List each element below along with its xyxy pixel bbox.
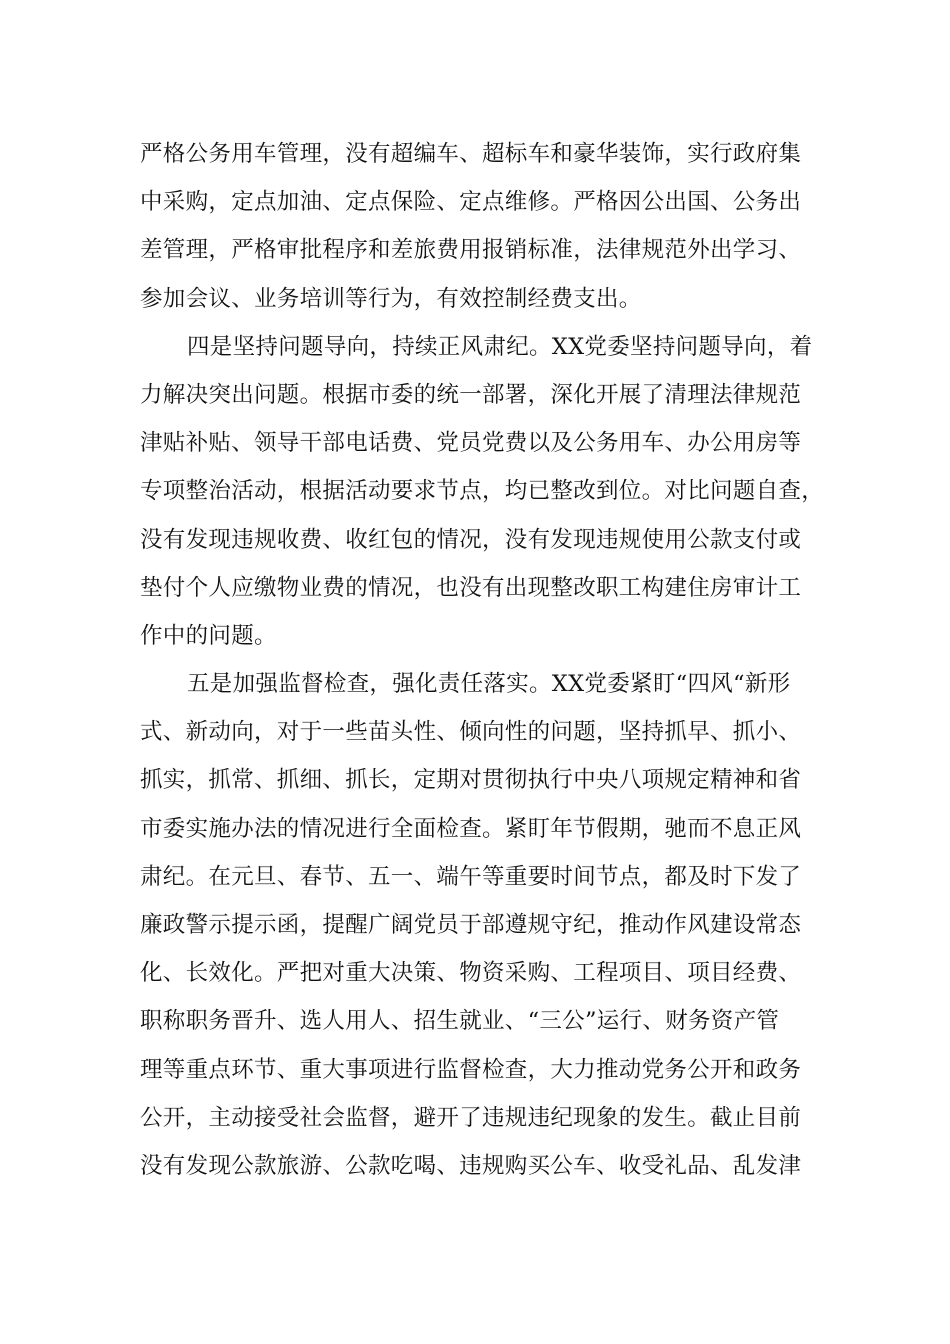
text-line: 中采购，定点加油、定点保险、定点维修。严格因公出国、公务出 bbox=[140, 189, 802, 216]
text-line: 四是坚持问题导向，持续正风肃纪。XX党委坚持问题导向，着 bbox=[187, 333, 813, 360]
text-line: 公开，主动接受社会监督，避开了违规违纪现象的发生。截止目前 bbox=[140, 1104, 802, 1131]
text-line: 没有发现公款旅游、公款吃喝、违规购买公车、收受礼品、乱发津 bbox=[140, 1152, 802, 1179]
text-line: 市委实施办法的情况进行全面检查。紧盯年节假期，驰而不息正风 bbox=[140, 815, 802, 842]
text-line: 职称职务晋升、选人用人、招生就业、“三公”运行、财务资产管 bbox=[140, 1008, 780, 1035]
paragraph-1 bbox=[140, 130, 830, 323]
paragraph-3 bbox=[140, 660, 830, 1190]
text-line: 式、新动向，对于一些苗头性、倾向性的问题，坚持抓早、抓小、 bbox=[140, 719, 802, 746]
paragraph-2 bbox=[140, 323, 830, 660]
text-line: 专项整治活动，根据活动要求节点，均已整改到位。对比问题自查， bbox=[140, 478, 825, 505]
text-line: 肃纪。在元旦、春节、五一、端午等重要时间节点，都及时下发了 bbox=[140, 863, 802, 890]
text-line: 五是加强监督检查，强化责任落实。XX党委紧盯“四风“新形 bbox=[187, 671, 791, 698]
text-line: 严格公务用车管理，没有超编车、超标车和豪华装饰，实行政府集 bbox=[140, 141, 802, 167]
text-line: 抓实，抓常、抓细、抓长，定期对贯彻执行中央八项规定精神和省 bbox=[140, 767, 802, 794]
document-body bbox=[140, 130, 830, 1190]
text-line: 理等重点环节、重大事项进行监督检查，大力推动党务公开和政务 bbox=[140, 1056, 802, 1083]
text-line: 差管理，严格审批程序和差旅费用报销标准，法律规范外出学习、 bbox=[140, 237, 802, 264]
text-line: 化、长效化。严把对重大决策、物资采购、工程项目、项目经费、 bbox=[140, 960, 802, 987]
text-line: 津贴补贴、领导干部电话费、党员党费以及公务用车、办公用房等 bbox=[140, 430, 802, 457]
text-line: 参加会议、业务培训等行为，有效控制经费支出。 bbox=[140, 285, 642, 312]
text-line: 力解决突出问题。根据市委的统一部署，深化开展了清理法律规范 bbox=[140, 381, 802, 408]
text-line: 作中的问题。 bbox=[140, 622, 277, 649]
text-line: 垫付个人应缴物业费的情况，也没有出现整改职工构建住房审计工 bbox=[140, 574, 802, 601]
text-line: 廉政警示提示函，提醒广阔党员于部遵规守纪，推动作风建设常态 bbox=[140, 912, 802, 938]
text-line: 没有发现违规收费、收红包的情况，没有发现违规使用公款支付或 bbox=[140, 526, 802, 553]
